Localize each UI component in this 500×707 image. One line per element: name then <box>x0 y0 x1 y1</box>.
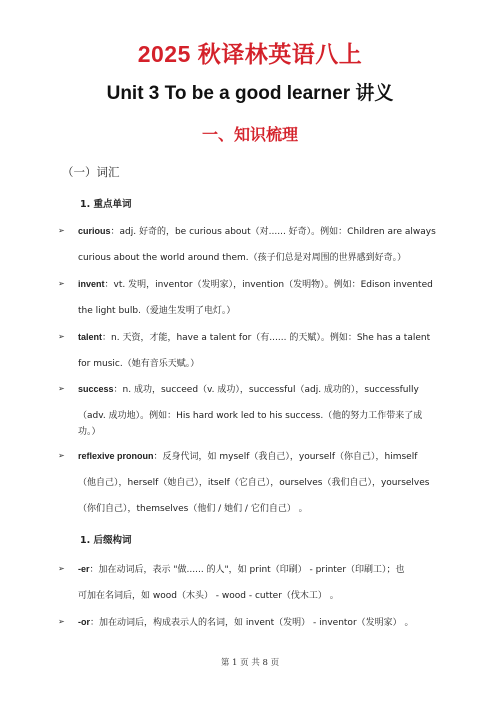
bullet-arrow-icon: ➢ <box>58 384 65 393</box>
entry-line: （他自己），herself（她自己），itself（它自己），ourselves（我们自己），yourselves <box>78 478 430 488</box>
entry-line: ：反身代词，如 myself（我自己），yourself（你自己），himself <box>153 452 418 462</box>
entry-line: ：n. 成功，succeed（v. 成功），successful（adj. 成功的），successfully <box>113 385 419 395</box>
entry-line: curious about the world around them.（孩子们总是对周围的世界感到好奇。） <box>78 253 407 263</box>
entry-term: curious <box>78 226 111 236</box>
vocab-entry-success <box>58 376 450 439</box>
entry-line: ：vt. 发明，inventor（发明家），invention（发明物）。例如：Edison invented <box>104 280 433 290</box>
entry-line: ：加在动词后，表示 "做...... 的人"，如 print（印刷） - printer（印刷工）；也 <box>89 565 405 575</box>
entry-term: -or <box>78 617 90 627</box>
entry-line: for music.（她有音乐天赋。） <box>78 359 200 369</box>
vocab-entry-curious <box>58 218 450 271</box>
entry-term: success <box>78 384 114 394</box>
entry-term: invent <box>78 279 105 289</box>
subsection-heading: （一）词汇 <box>62 165 120 179</box>
entry-line: ：n. 天资，才能，have a talent for（有...... 的天赋）。例如：She has a talent <box>102 333 431 343</box>
entry-line: （adv. 成功地）。例如：His hard work led to his success.（他的努力工作带来了成 <box>78 411 423 421</box>
entry-line: 可加在名词后，如 wood（木头） - wood - cutter（伐木工） 。 <box>78 591 339 601</box>
entry-term: -er <box>78 564 90 574</box>
entry-line: 功。） <box>78 427 101 437</box>
vocab-entry-reflexive-pronoun <box>58 443 450 522</box>
bullet-arrow-icon: ➢ <box>58 226 65 235</box>
bullet-arrow-icon: ➢ <box>58 451 65 460</box>
bullet-arrow-icon: ➢ <box>58 279 65 288</box>
entry-line: ：加在动词后，构成表示人的名词，如 invent（发明） - inventor（发明家） 。 <box>90 618 414 628</box>
entry-line: ：adj. 好奇的，be curious about（对...... 好奇）。例如：Children are always <box>110 227 436 237</box>
suffix-entry-er <box>58 556 450 609</box>
vocab-entry-talent <box>58 324 450 377</box>
bullet-arrow-icon: ➢ <box>58 617 65 626</box>
bullet-arrow-icon: ➢ <box>58 564 65 573</box>
entry-term: talent <box>78 332 103 342</box>
suffix-entry-or <box>58 609 450 636</box>
entry-line: the light bulb.（爱迪生发明了电灯。） <box>78 306 236 316</box>
heading-suffix-word-formation: 1. 后缀构词 <box>80 535 132 546</box>
document-subtitle: Unit 3 To be a good learner 讲义 <box>106 83 394 104</box>
entry-term: reflexive pronoun <box>78 451 154 461</box>
section-heading: 一、知识梳理 <box>201 125 298 144</box>
entry-line: （你们自己），themselves（他们 / 她们 / 它们自己） 。 <box>78 504 308 514</box>
document-title: 2025 秋译林英语八上 <box>137 41 363 67</box>
page-footer: 第 1 页 共 8 页 <box>220 658 280 668</box>
bullet-arrow-icon: ➢ <box>58 332 65 341</box>
heading-key-words: 1. 重点单词 <box>80 199 132 210</box>
vocab-entry-invent <box>58 271 450 324</box>
